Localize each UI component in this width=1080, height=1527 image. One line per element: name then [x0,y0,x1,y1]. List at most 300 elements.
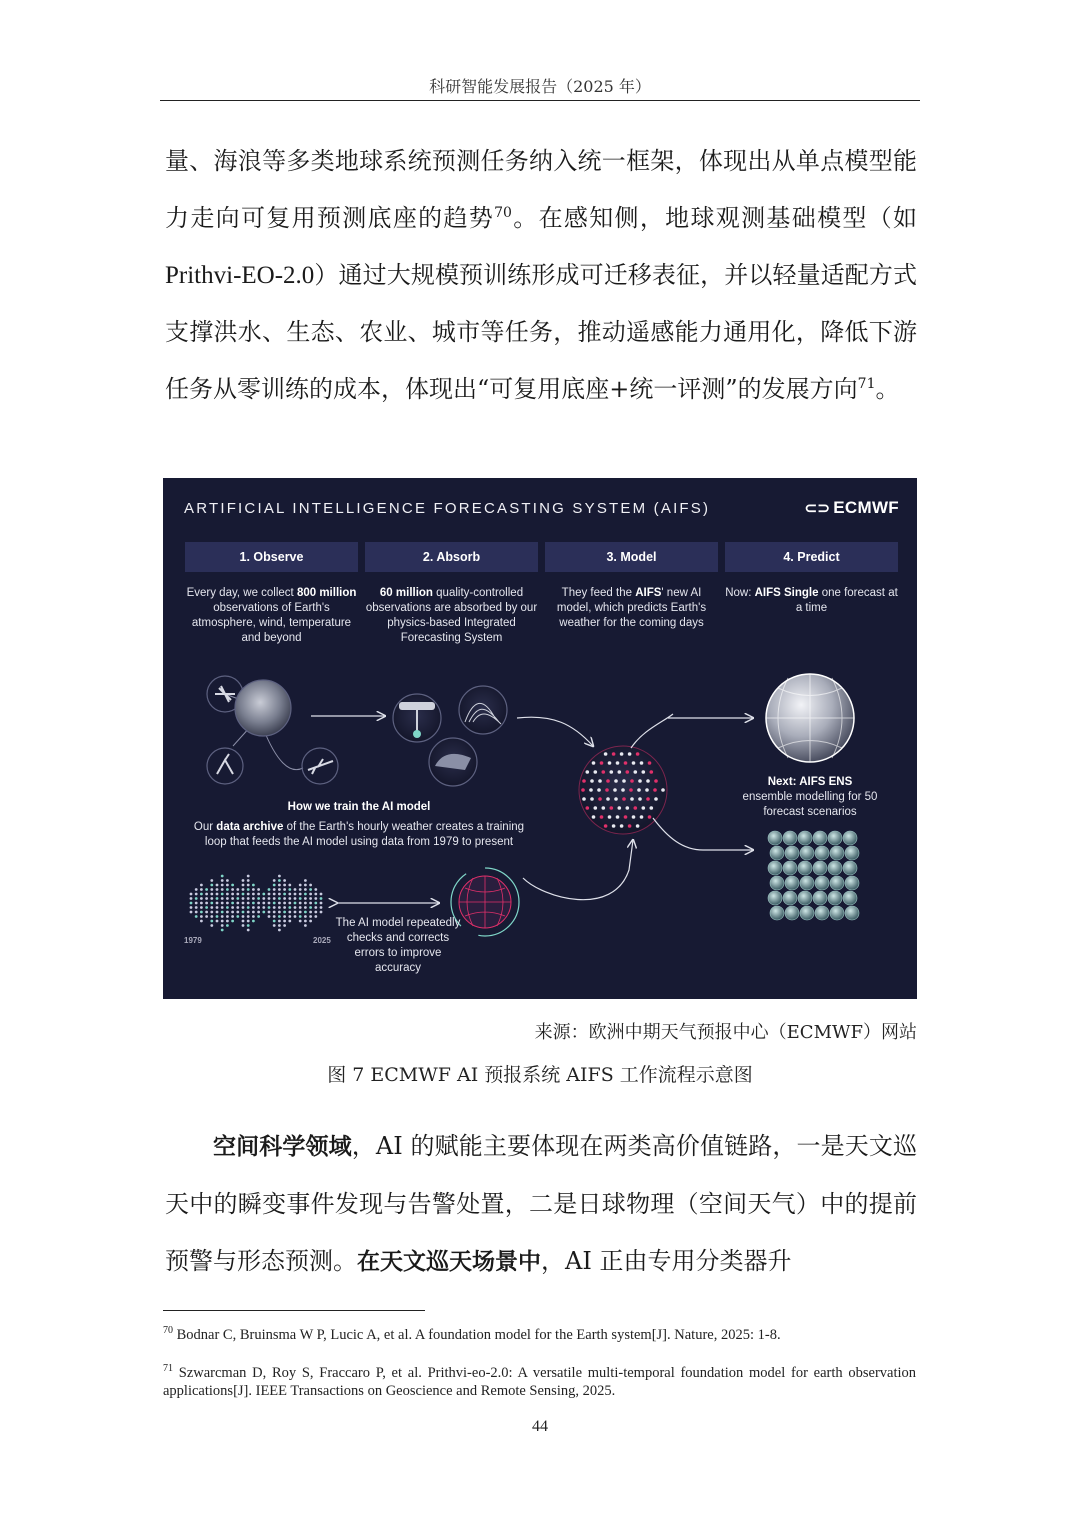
model-node [597,788,601,792]
timeline-dot [221,897,224,900]
ensemble-member [783,891,797,905]
timeline-dot [288,884,291,887]
timeline-dot [278,929,281,932]
timeline-dot [288,915,291,918]
timeline-dot [190,906,193,909]
timeline-dot [288,893,291,896]
timeline-dot [268,902,271,905]
model-node [637,788,641,792]
para1-model-name: Prithvi-EO-2.0 [165,262,315,289]
ensemble-member [845,846,859,860]
absorb-cluster [393,686,593,786]
model-node [610,770,614,774]
ecmwf-logo-icon: ⊂⊃ [804,500,831,517]
step-desc-model: They feed the AIFS' new AI model, which predicts Earth's weather for the coming days [556,587,707,629]
model-node [590,779,594,783]
timeline-dot [304,884,307,887]
timeline-dot [190,897,193,900]
ensemble-member [813,891,827,905]
ensemble-member [798,861,812,875]
timeline-dot [283,884,286,887]
timeline-dot [231,884,234,887]
timeline-dot [190,911,193,914]
timeline-dot [210,902,213,905]
timeline-dot [283,915,286,918]
footnote-text: Bodnar C, Bruinsma W P, Lucic A, et al. A foundation model for the Earth system[J]. Nature, 2025: 1-8. [176,1326,781,1343]
satellite-icon [215,686,235,702]
ensemble-member [843,831,857,845]
timeline-dot [205,902,208,905]
timeline-dot [210,920,213,923]
model-node [586,770,590,774]
timeline-dot [231,888,234,891]
timeline-dot [210,884,213,887]
timeline-dot [210,893,213,896]
timeline-dot [314,915,317,918]
timeline-dot [257,915,260,918]
timeline-dot [299,884,302,887]
timeline-dot [231,915,234,918]
model-node [632,761,636,765]
timeline-dot [299,915,302,918]
timeline-dot [309,893,312,896]
timeline-dot [210,911,213,914]
footnote-70 [163,1322,916,1344]
timeline-dot [268,915,271,918]
timeline-dot [210,915,213,918]
step-tab-predict: 4. Predict [725,542,898,572]
ensemble-member [783,861,797,875]
ensemble-member [798,891,812,905]
model-node [614,779,618,783]
timeline-dot [273,911,276,914]
timeline-dot [304,888,307,891]
timeline-dot [247,902,250,905]
timeline-dot [247,875,250,878]
figure-caption: 图 7 ECMWF AI 预报系统 AIFS 工作流程示意图 [327,1064,753,1086]
timeline-dot [273,915,276,918]
timeline-dot [195,915,198,918]
footnote-ref-70[interactable]: 70 [494,205,512,221]
timeline-dot [314,902,317,905]
model-node [654,779,658,783]
model-node [622,797,626,801]
model-node [610,806,614,810]
model-node [604,752,608,756]
timeline-dot [304,902,307,905]
timeline-dot [247,924,250,927]
model-node [616,761,620,765]
timeline-dot [273,902,276,905]
timeline-dot [190,902,193,905]
timeline-dot [304,924,307,927]
model-node [602,806,606,810]
timeline-dot [283,879,286,882]
ensemble-member [828,831,842,845]
model-node [594,806,598,810]
ensemble-member [800,906,814,920]
model-node [653,788,657,792]
step-desc-absorb: 60 million quality-controlled observations are absorbed by our physics-based Integrated Forecasting System [365,587,538,644]
timeline-dot [236,911,239,914]
timeline-dot [200,897,203,900]
timeline-dot [278,906,281,909]
model-node [618,806,622,810]
timeline-dot [221,929,224,932]
model-node [632,815,636,819]
timeline-dot [309,915,312,918]
timeline-dot [242,920,245,923]
model-node [604,824,608,828]
timeline-dot [273,893,276,896]
timeline-dot [252,888,255,891]
timeline-dot [200,915,203,918]
timeline-dot [314,897,317,900]
timeline-dot [288,897,291,900]
ensemble-member [770,846,784,860]
radar-dish-icon [217,754,233,774]
timeline-dot [320,902,323,905]
timeline-dot [268,888,271,891]
timeline-dot [236,915,239,918]
ensemble-member [768,831,782,845]
ensemble-member [768,861,782,875]
timeline-dot [252,893,255,896]
timeline-dot [226,897,229,900]
timeline-dot [242,906,245,909]
model-node [608,815,612,819]
timeline-dot [231,897,234,900]
model-node [628,824,632,828]
model-node [606,779,610,783]
timeline-dot [304,906,307,909]
page-number: 44 [532,1418,548,1435]
footnote-text: Szwarcman D, Roy S, Fraccaro P, et al. Prithvi-eo-2.0: A versatile multi-temporal foundation model for earth observation applications[J]. IEEE Transactions on Geoscience and Remote Sensing, 2025. [163,1364,917,1399]
timeline-dot [278,902,281,905]
model-node [634,806,638,810]
model-node [618,770,622,774]
timeline-dot [273,888,276,891]
earth-observation-icon [235,680,291,736]
timeline-dot [195,893,198,896]
timeline-dot [226,884,229,887]
ensemble-member [828,861,842,875]
timeline-dot [252,906,255,909]
timeline-dot [205,911,208,914]
timeline-dot [304,911,307,914]
timeline-dot [283,897,286,900]
timeline-dot [273,897,276,900]
model-node [614,797,618,801]
ensemble-grid [768,831,859,920]
model-node [606,797,610,801]
ensemble-member [828,891,842,905]
timeline-dot [257,897,260,900]
timeline-dot [205,888,208,891]
timeline-year-start: 1979 [184,936,202,945]
timeline-dot [195,897,198,900]
model-node [590,797,594,801]
timeline-dot [226,893,229,896]
ensemble-member [800,876,814,890]
timeline-dot [226,915,229,918]
timeline-dot [210,897,213,900]
timeline-dot [200,906,203,909]
timeline-dot [314,888,317,891]
ensemble-member [830,876,844,890]
step-desc-predict: Now: AIFS Single one forecast at a time [725,587,898,614]
timeline-dot [195,906,198,909]
timeline-year-end: 2025 [313,936,331,945]
timeline-dot [309,902,312,905]
timeline-dot [252,920,255,923]
model-node [602,770,606,774]
timeline-dot [268,906,271,909]
timeline-dot [221,875,224,878]
timeline-dot [247,920,250,923]
timeline-dot [294,902,297,905]
timeline-dot [299,902,302,905]
timeline-dot [210,924,213,927]
timeline-dot [294,911,297,914]
timeline-dot [210,879,213,882]
timeline-dot [242,924,245,927]
timeline-dot [278,875,281,878]
timeline-dot [314,911,317,914]
model-node [640,761,644,765]
timeline-dot [200,902,203,905]
timeline-dot [242,911,245,914]
timeline-dot [320,911,323,914]
model-node [628,752,632,756]
timeline-dot [242,888,245,891]
timeline-dot [309,911,312,914]
timeline-dot [195,888,198,891]
model-node [613,788,617,792]
timeline-dot [242,893,245,896]
timeline-dot [294,897,297,900]
model-node [630,797,634,801]
ensemble-member [785,906,799,920]
model-node [626,806,630,810]
model-node [598,779,602,783]
timeline-dot [309,888,312,891]
timeline-dot [242,897,245,900]
timeline-dot [226,924,229,927]
timeline-dot [247,888,250,891]
ensemble-member [813,861,827,875]
timeline-dot [273,920,276,923]
timeline-dot [309,920,312,923]
timeline-dot [236,888,239,891]
model-node [586,806,590,810]
timeline-dot [216,902,219,905]
model-node [648,761,652,765]
timeline-dot [247,897,250,900]
timeline-dot [262,897,265,900]
ensemble-member [815,876,829,890]
timeline-dot [273,924,276,927]
timeline-dot [221,902,224,905]
timeline-dot [242,915,245,918]
model-node [582,779,586,783]
timeline-dot [231,893,234,896]
model-node [636,752,640,756]
timeline-dot [278,924,281,927]
timeline-dot [283,911,286,914]
timeline-dot [226,902,229,905]
timeline-dot [288,902,291,905]
timeline-dot [205,906,208,909]
para2-seg2: ，AI 正由专用分类器升 [541,1247,792,1275]
model-node [624,761,628,765]
timeline-dot [278,911,281,914]
ensemble-member [768,891,782,905]
model-node [622,779,626,783]
timeline-dot [278,884,281,887]
timeline-dot [309,884,312,887]
timeline-dot [278,888,281,891]
ensemble-member [770,906,784,920]
timeline-dot [236,893,239,896]
timeline-dot [216,911,219,914]
para1-seg1: 量、海浪等多类地球系统预测任务纳入统一框架，体现出从单点模型能力走向可复用预测底座的趋势 [165,147,917,232]
ensemble-member [845,906,859,920]
timeline-dot [190,893,193,896]
timeline-dot [268,897,271,900]
timeline-dot [242,902,245,905]
predict-globe [766,674,854,762]
timeline-dot [226,920,229,923]
timeline-dot [216,906,219,909]
model-node [636,824,640,828]
timeline-dot [304,897,307,900]
model-node [612,824,616,828]
model-node [650,806,654,810]
timeline-dot [273,906,276,909]
model-node [638,779,642,783]
timeline-dot [242,879,245,882]
timeline-dot [278,879,281,882]
timeline-dot [236,902,239,905]
ens-heading: Next: AIFS ENS [767,776,853,788]
para1-seg2: 。在感知侧，地球观测基础模型（如 [511,204,918,232]
ensemble-member [845,876,859,890]
footnote-71 [163,1360,916,1400]
timeline-dot [221,893,224,896]
timeline-dot [247,929,250,932]
training-sphere [451,840,633,936]
ensemble-member [830,846,844,860]
para2-seg1: ，AI 的赋能主要体现在两类高价值链路，一是天文巡天中的瞬变事件发现与告警处置，二是日球物理（空间天气）中的提前预警与形态预测。 [165,1132,917,1275]
timeline-dot [299,906,302,909]
timeline-dot [299,897,302,900]
timeline-dot [216,888,219,891]
timeline-dot [216,897,219,900]
timeline-dot [205,893,208,896]
ensemble-member [815,846,829,860]
timeline-dot [262,906,265,909]
model-node [634,770,638,774]
paragraph-1 [165,133,917,418]
timeline-dot [283,920,286,923]
timeline-dot [257,906,260,909]
timeline-dot [278,893,281,896]
timeline-dot [309,897,312,900]
timeline-dot [252,915,255,918]
para2-bold-2: 在天文巡天场景中 [357,1249,541,1275]
timeline-dot [216,915,219,918]
model-node [612,752,616,756]
timeline-dot [299,893,302,896]
aifs-figure [163,478,917,999]
ensemble-member [830,906,844,920]
timeline-dot [288,911,291,914]
timeline-dot [226,911,229,914]
timeline-dot [294,888,297,891]
footnote-number: 70 [163,1325,173,1336]
timeline-dot [226,879,229,882]
model-node [600,815,604,819]
footnote-ref-71[interactable]: 71 [857,376,876,392]
model-node [592,815,596,819]
timeline-dot [247,879,250,882]
timeline-dot [283,906,286,909]
footnote-rule [163,1310,425,1311]
model-node [594,770,598,774]
model-node [582,797,586,801]
timeline-dot [268,893,271,896]
ensemble-member [783,831,797,845]
ensemble-member [843,891,857,905]
timeline-dot [252,897,255,900]
running-header: 科研智能发展报告（2025 年） [429,77,651,96]
ensemble-member [785,846,799,860]
model-node [620,824,624,828]
timeline-dot [247,915,250,918]
model-node [646,779,650,783]
step-desc-observe: Every day, we collect 800 million observations of Earth's atmosphere, wind, temperature and beyond [186,587,357,644]
timeline-dot [221,911,224,914]
model-node [648,815,652,819]
paragraph-2 [165,1118,917,1291]
figure-source: 来源：欧洲中期天气预报中心（ECMWF）网站 [534,1022,917,1043]
timeline-dot [268,911,271,914]
model-node [642,806,646,810]
training-timeline [190,875,323,932]
timeline-dot [200,911,203,914]
model-node [645,788,649,792]
observe-cluster [207,676,385,784]
model-node [638,797,642,801]
timeline-dot [247,906,250,909]
figure-title: ARTIFICIAL INTELLIGENCE FORECASTING SYSTEM (AIFS) [184,500,711,517]
model-node [598,797,602,801]
check-text: The AI model repeatedly checks and corrects errors to improve accuracy [335,917,461,974]
timeline-dot [262,911,265,914]
timeline-dot [278,897,281,900]
model-node [616,815,620,819]
timeline-dot [247,884,250,887]
timeline-dot [304,893,307,896]
timeline-dot [309,906,312,909]
timeline-dot [257,902,260,905]
model-node [600,761,604,765]
ensemble-member [813,831,827,845]
timeline-dot [288,920,291,923]
timeline-dot [273,879,276,882]
timeline-dot [304,920,307,923]
